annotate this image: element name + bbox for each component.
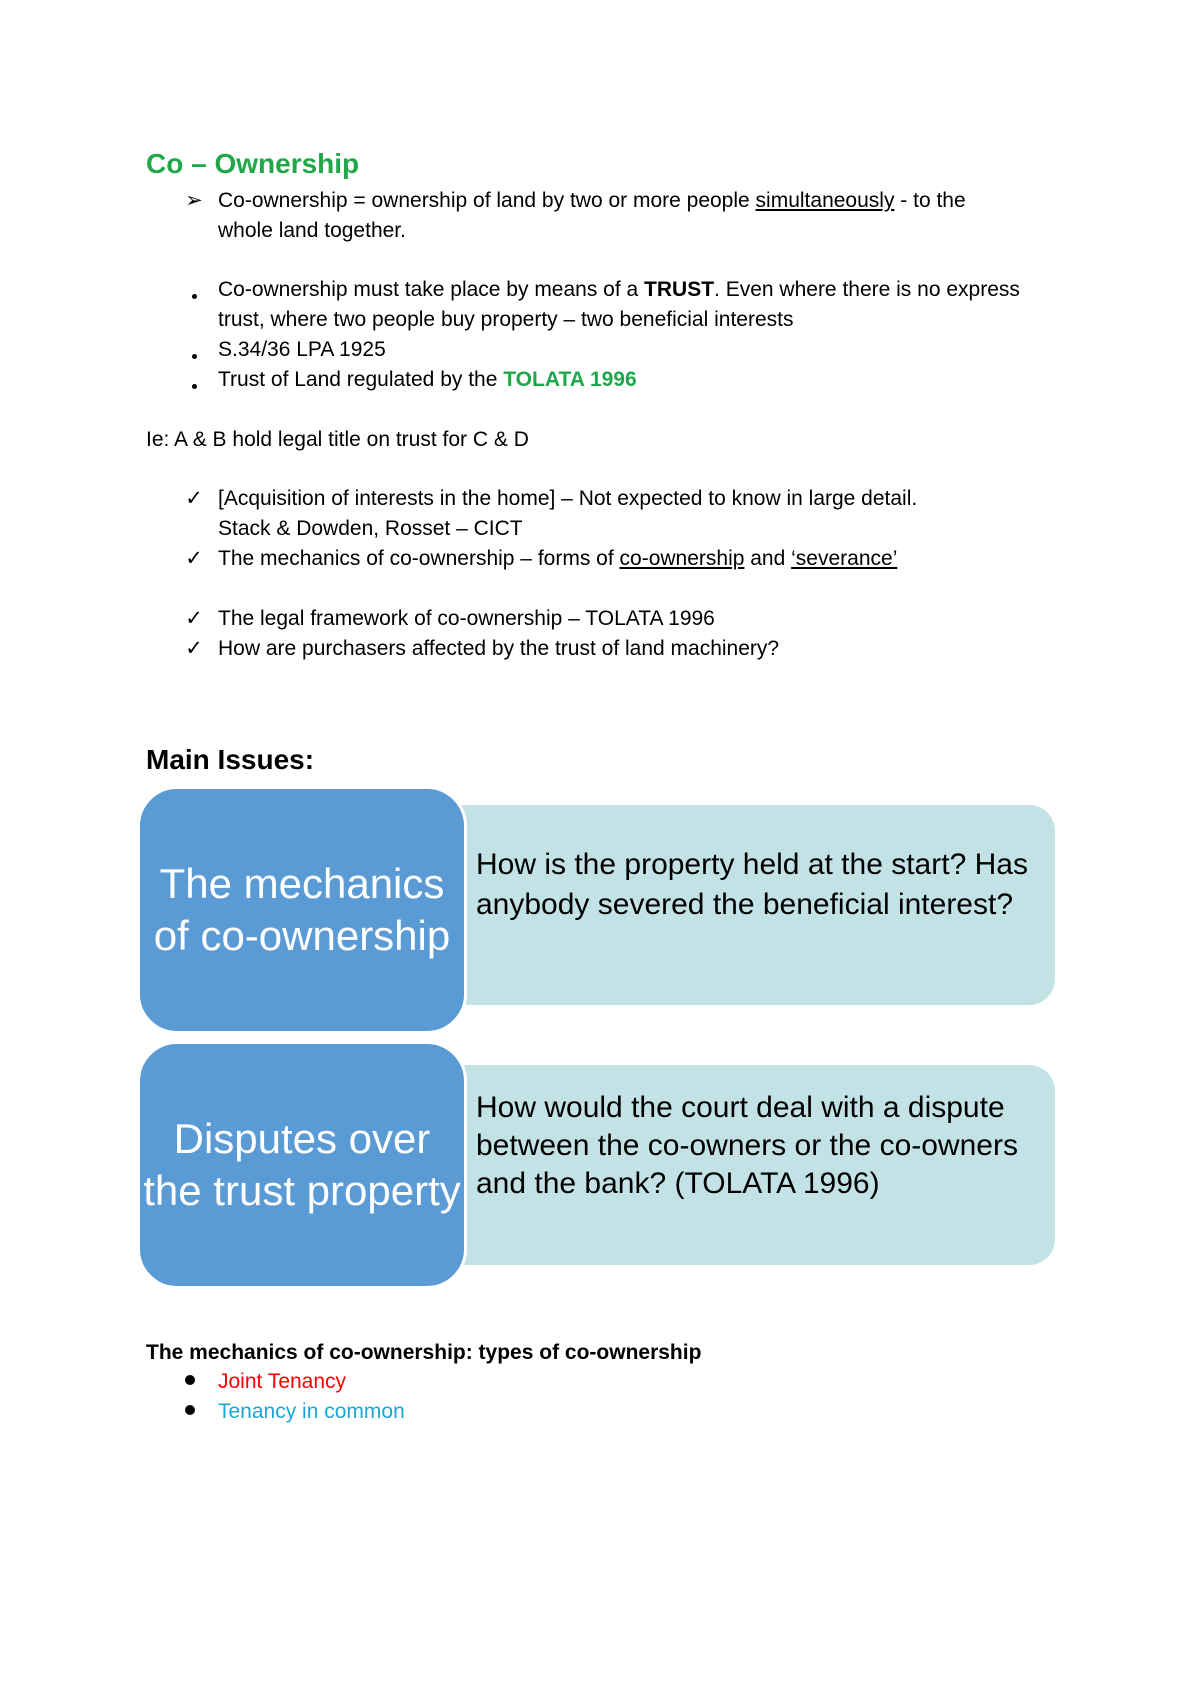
example-line: Ie: A & B hold legal title on trust for C & D bbox=[146, 428, 529, 451]
intro-underlined: simultaneously bbox=[755, 189, 895, 212]
bullet-icon bbox=[176, 1402, 204, 1420]
check-purchasers: How are purchasers affected by the trust of land machinery? bbox=[218, 637, 780, 660]
check-acquisition-line-2: Stack & Dowden, Rosset – CICT bbox=[218, 517, 523, 540]
check-mechanics-text: The mechanics of co-ownership – forms of bbox=[218, 547, 620, 570]
bullet-trust-line-1 bbox=[218, 275, 1020, 305]
intro-text: Co-ownership = ownership of land by two or more people bbox=[218, 189, 756, 212]
intro-line-2: whole land together. bbox=[218, 219, 406, 242]
bullet-trust-line-2: trust, where two people buy property – two beneficial interests bbox=[218, 308, 794, 331]
check-mechanics-underline-1: co-ownership bbox=[619, 547, 745, 570]
bullet-trust-text-end: . Even where there is no express bbox=[714, 278, 1020, 301]
issue-1-label: The mechanics of co-ownership bbox=[153, 860, 451, 959]
bullet-trust-bold: TRUST bbox=[644, 278, 715, 301]
check-acquisition-line-1: [Acquisition of interests in the home] – Not expected to know in large detail. bbox=[218, 487, 918, 510]
checkmark-icon: ✓ bbox=[185, 607, 203, 630]
bullet-trust-text: Co-ownership must take place by means of a bbox=[218, 278, 645, 301]
bullet-icon bbox=[180, 346, 208, 364]
intro-line-1 bbox=[218, 186, 966, 216]
bullet-icon bbox=[180, 286, 208, 304]
intro-text-end: - to the bbox=[894, 189, 966, 212]
checkmark-icon: ✓ bbox=[185, 547, 203, 570]
bullet-lpa: S.34/36 LPA 1925 bbox=[218, 338, 386, 361]
issue-2-detail: How would the court deal with a dispute between the co-owners or the co-owners and the bank? (TOLATA 1996) bbox=[476, 1091, 1018, 1200]
check-legal-framework: The legal framework of co-ownership – TOLATA 1996 bbox=[218, 607, 715, 630]
issue-2-label: Disputes over the trust property bbox=[143, 1115, 461, 1214]
bullet-tolata bbox=[218, 365, 637, 395]
bullet-icon bbox=[176, 1372, 204, 1390]
check-mechanics bbox=[218, 544, 897, 574]
issue-1-label-box bbox=[137, 786, 467, 1034]
bullet-icon bbox=[180, 376, 208, 394]
main-issues-heading: Main Issues: bbox=[146, 744, 315, 775]
type-tenancy-in-common: Tenancy in common bbox=[218, 1400, 405, 1423]
checkmark-icon: ✓ bbox=[185, 487, 203, 510]
arrow-bullet-icon: ➢ bbox=[185, 189, 203, 212]
bullet-tolata-green: TOLATA 1996 bbox=[503, 368, 637, 391]
check-mechanics-and: and bbox=[744, 547, 792, 570]
checkmark-icon: ✓ bbox=[185, 637, 203, 660]
types-heading: The mechanics of co-ownership: types of co-ownership bbox=[146, 1341, 702, 1364]
issue-1-detail: How is the property held at the start? Has anybody severed the beneficial interest? bbox=[476, 848, 1028, 921]
issue-2-label-box bbox=[137, 1041, 467, 1289]
section-title: Co – Ownership bbox=[146, 148, 360, 179]
check-mechanics-underline-2: ‘severance’ bbox=[791, 547, 898, 570]
type-joint-tenancy: Joint Tenancy bbox=[218, 1370, 347, 1393]
bullet-tolata-text: Trust of Land regulated by the bbox=[218, 368, 504, 391]
